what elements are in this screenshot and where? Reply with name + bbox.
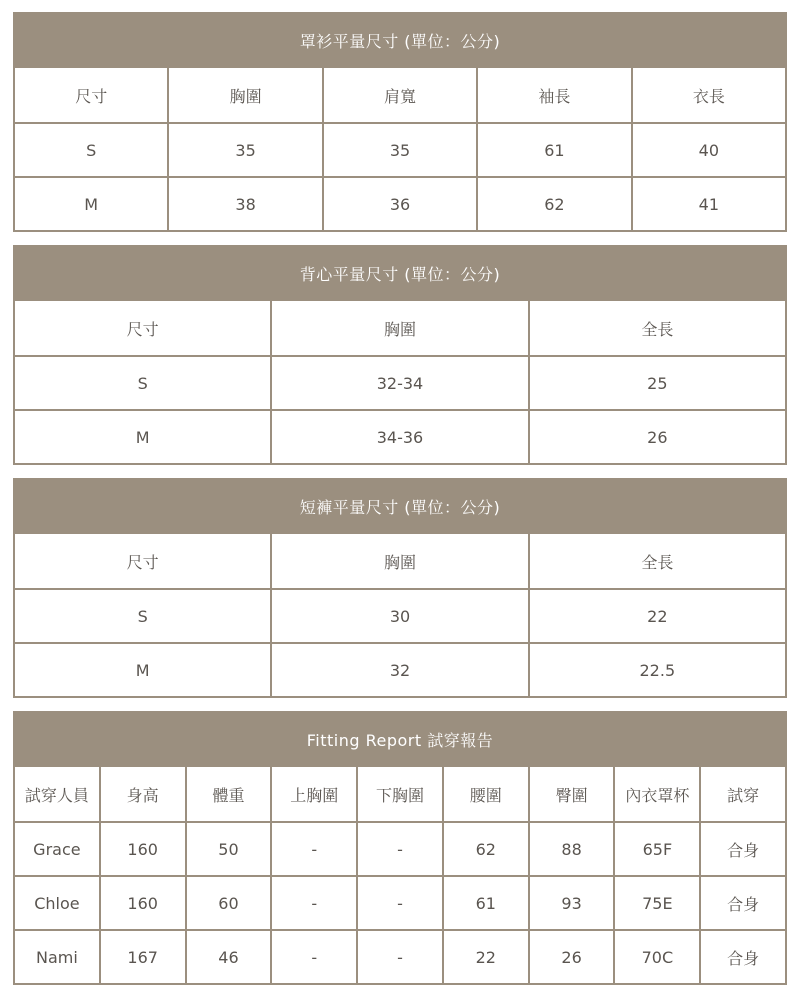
table-row xyxy=(15,355,785,409)
header-cell: 衣長 xyxy=(631,68,785,122)
header-cell: 腰圍 xyxy=(442,767,528,821)
blouse-size-table xyxy=(13,12,787,232)
table-row xyxy=(15,821,785,875)
table-row xyxy=(15,122,785,176)
table-cell: 60 xyxy=(185,877,271,929)
table-cell: 22 xyxy=(528,590,785,642)
table-cell: - xyxy=(270,877,356,929)
table-cell: 93 xyxy=(528,877,614,929)
table-cell: 41 xyxy=(631,178,785,230)
header-cell: 試穿 xyxy=(699,767,785,821)
header-cell: 下胸圍 xyxy=(356,767,442,821)
header-cell: 胸圍 xyxy=(270,301,527,355)
header-cell: 體重 xyxy=(185,767,271,821)
table-cell: - xyxy=(356,931,442,983)
table-cell: 61 xyxy=(442,877,528,929)
header-cell: 胸圍 xyxy=(167,68,321,122)
table-cell: 38 xyxy=(167,178,321,230)
header-cell: 臀圍 xyxy=(528,767,614,821)
table-cell: 35 xyxy=(167,124,321,176)
table-cell: 62 xyxy=(442,823,528,875)
table-cell: 61 xyxy=(476,124,630,176)
table-cell: 合身 xyxy=(699,823,785,875)
table-cell: - xyxy=(270,823,356,875)
header-cell: 上胸圍 xyxy=(270,767,356,821)
header-cell: 全長 xyxy=(528,301,785,355)
header-cell: 試穿人員 xyxy=(24,785,89,805)
table-cell: 32-34 xyxy=(270,357,527,409)
table-cell: 88 xyxy=(528,823,614,875)
table-cell: 50 xyxy=(185,823,271,875)
table-cell: 26 xyxy=(528,931,614,983)
table-cell: - xyxy=(270,931,356,983)
table-cell: Grace xyxy=(33,839,81,859)
table-cell: Nami xyxy=(35,947,78,967)
table-cell: 160 xyxy=(99,823,185,875)
header-cell: 胸圍 xyxy=(270,534,527,588)
table-cell: M xyxy=(135,427,150,447)
table-cell: S xyxy=(86,140,97,160)
header-cell: 內衣罩杯 xyxy=(613,767,699,821)
table-row xyxy=(15,929,785,983)
table-cell: 160 xyxy=(99,877,185,929)
fitting-report-table xyxy=(13,711,787,985)
table-cell: M xyxy=(84,194,99,214)
table-row xyxy=(15,176,785,230)
table-cell: - xyxy=(356,823,442,875)
table-cell: 25 xyxy=(528,357,785,409)
header-cell: 尺寸 xyxy=(75,86,108,106)
table-cell: M xyxy=(135,660,150,680)
table-cell: 22 xyxy=(442,931,528,983)
table-cell: - xyxy=(356,877,442,929)
header-cell: 全長 xyxy=(528,534,785,588)
header-cell: 身高 xyxy=(99,767,185,821)
table-cell: 70C xyxy=(613,931,699,983)
header-cell: 肩寬 xyxy=(322,68,476,122)
vest-size-table xyxy=(13,245,787,465)
table-cell: Chloe xyxy=(34,893,80,913)
table-cell: S xyxy=(137,373,148,393)
header-cell: 尺寸 xyxy=(126,552,159,572)
table-cell: 62 xyxy=(476,178,630,230)
table-row xyxy=(15,642,785,696)
table-cell: 34-36 xyxy=(270,411,527,463)
table-cell: 75E xyxy=(613,877,699,929)
table-title: 短褲平量尺寸 (單位：公分) xyxy=(15,480,785,534)
header-cell: 袖長 xyxy=(476,68,630,122)
table-cell: S xyxy=(137,606,148,626)
table-header-row xyxy=(15,68,785,122)
table-row xyxy=(15,875,785,929)
table-cell: 65F xyxy=(613,823,699,875)
table-title: Fitting Report 試穿報告 xyxy=(15,713,785,767)
table-header-row xyxy=(15,767,785,821)
table-row xyxy=(15,588,785,642)
table-cell: 46 xyxy=(185,931,271,983)
table-cell: 36 xyxy=(322,178,476,230)
table-cell: 167 xyxy=(99,931,185,983)
table-header-row xyxy=(15,301,785,355)
table-cell: 40 xyxy=(631,124,785,176)
table-cell: 22.5 xyxy=(528,644,785,696)
table-cell: 32 xyxy=(270,644,527,696)
table-cell: 30 xyxy=(270,590,527,642)
table-header-row xyxy=(15,534,785,588)
shorts-size-table xyxy=(13,478,787,698)
table-cell: 35 xyxy=(322,124,476,176)
table-title: 罩衫平量尺寸 (單位：公分) xyxy=(15,14,785,68)
table-cell: 26 xyxy=(528,411,785,463)
table-cell: 合身 xyxy=(699,931,785,983)
header-cell: 尺寸 xyxy=(126,319,159,339)
table-row xyxy=(15,409,785,463)
table-title: 背心平量尺寸 (單位：公分) xyxy=(15,247,785,301)
table-cell: 合身 xyxy=(699,877,785,929)
